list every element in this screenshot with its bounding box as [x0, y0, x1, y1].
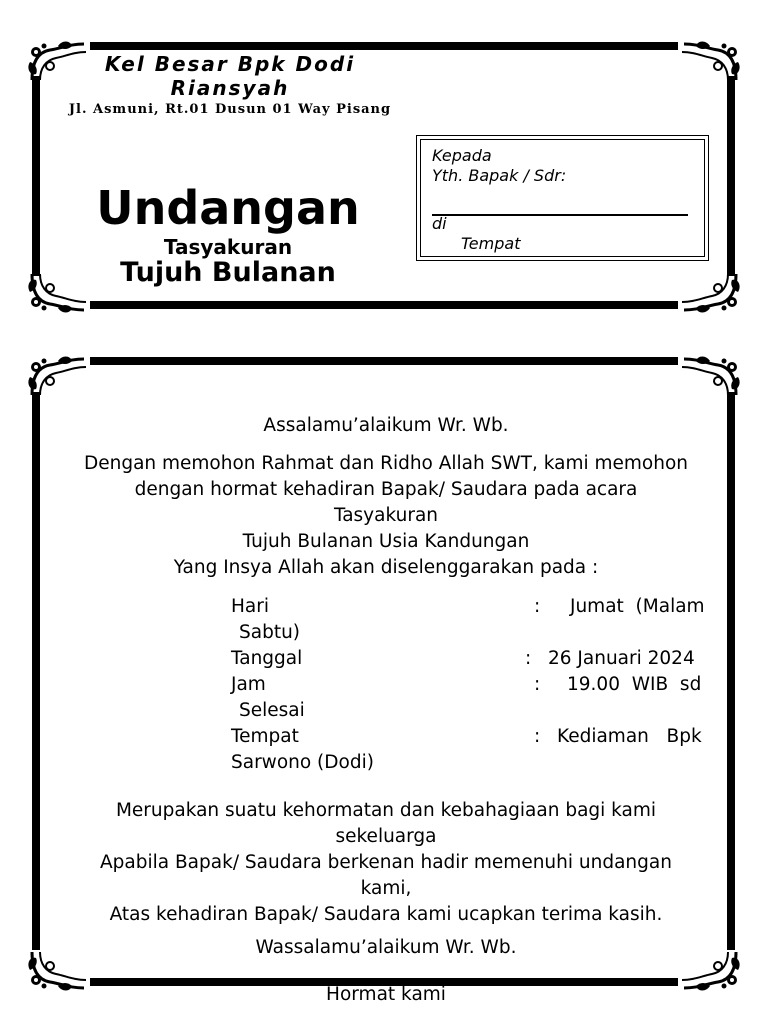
time-value: 19.00 WIB sd — [567, 674, 702, 695]
day-colon: : — [534, 596, 541, 617]
closing-line-4: kami, — [360, 878, 412, 899]
recipient-salutation: Yth. Bapak / Sdr: — [432, 166, 567, 185]
intro-line-1: Dengan memohon Rahmat dan Ridho Allah SWT, kami memohon — [83, 453, 689, 474]
envelope-right-border — [727, 76, 735, 276]
day-label: Hari — [231, 596, 269, 617]
day-value-cont: Sabtu) — [239, 622, 301, 643]
farewell: Wassalamu’alaikum Wr. Wb. — [255, 937, 517, 958]
envelope-top-border — [90, 42, 678, 50]
time-colon: : — [534, 674, 541, 695]
intro-line-2: dengan hormat kehadiran Bapak/ Saudara pada acara — [134, 479, 638, 500]
intro-line-3: Tasyakuran — [333, 505, 439, 526]
envelope-bottom-border — [90, 301, 678, 309]
recipient-place-label: Tempat — [461, 234, 521, 253]
place-value: Kediaman Bpk — [557, 726, 702, 747]
invitation-left-border — [32, 392, 40, 950]
event-subtitle: Tasyakuran — [163, 235, 293, 259]
recipient-at-label: di — [432, 214, 447, 233]
corner-ornament-icon — [28, 355, 90, 399]
sender-address: Jl. Asmuni, Rt.01 Dusun 01 Way Pisang — [68, 102, 392, 117]
envelope-left-border — [32, 76, 40, 276]
closing-line-2: sekeluarga — [335, 826, 437, 847]
time-label: Jam — [231, 674, 266, 695]
place-label: Tempat — [231, 726, 299, 747]
page-title: Undangan — [96, 181, 360, 235]
title-block — [60, 180, 396, 288]
closing-line-3: Apabila Bapak/ Saudara berkenan hadir memenuhi undangan — [100, 852, 672, 873]
closing-line-1: Merupakan suatu kehormatan dan kebahagiaan bagi kami — [115, 800, 657, 821]
recipient-box — [416, 135, 709, 261]
date-value: 26 Januari 2024 — [548, 648, 695, 669]
event-subtitle-2: Tujuh Bulanan — [120, 257, 336, 288]
place-value-cont: Sarwono (Dodi) — [231, 752, 374, 773]
recipient-name-line — [432, 214, 688, 216]
place-colon: : — [534, 726, 541, 747]
greeting: Assalamu’alaikum Wr. Wb. — [263, 415, 509, 436]
date-label: Tanggal — [231, 648, 303, 669]
recipient-box-inner — [420, 139, 705, 257]
held-on: Yang Insya Allah akan diselenggarakan pada : — [173, 557, 599, 578]
corner-ornament-icon — [678, 355, 740, 399]
day-value: Jumat (Malam — [570, 596, 705, 617]
signoff: Hormat kami — [326, 984, 446, 1005]
sender-name: Kel Besar Bpk Dodi Riansyah — [104, 52, 356, 100]
event-name: Tujuh Bulanan Usia Kandungan — [242, 531, 530, 552]
date-colon: : — [525, 648, 532, 669]
recipient-to-label: Kepada — [432, 146, 492, 165]
sender-block — [60, 52, 400, 117]
corner-ornament-icon — [678, 270, 740, 314]
corner-ornament-icon — [678, 40, 740, 84]
closing-line-5: Atas kehadiran Bapak/ Saudara kami ucapkan terima kasih. — [109, 904, 663, 925]
invitation-top-border — [90, 357, 678, 365]
time-value-cont: Selesai — [239, 700, 305, 721]
